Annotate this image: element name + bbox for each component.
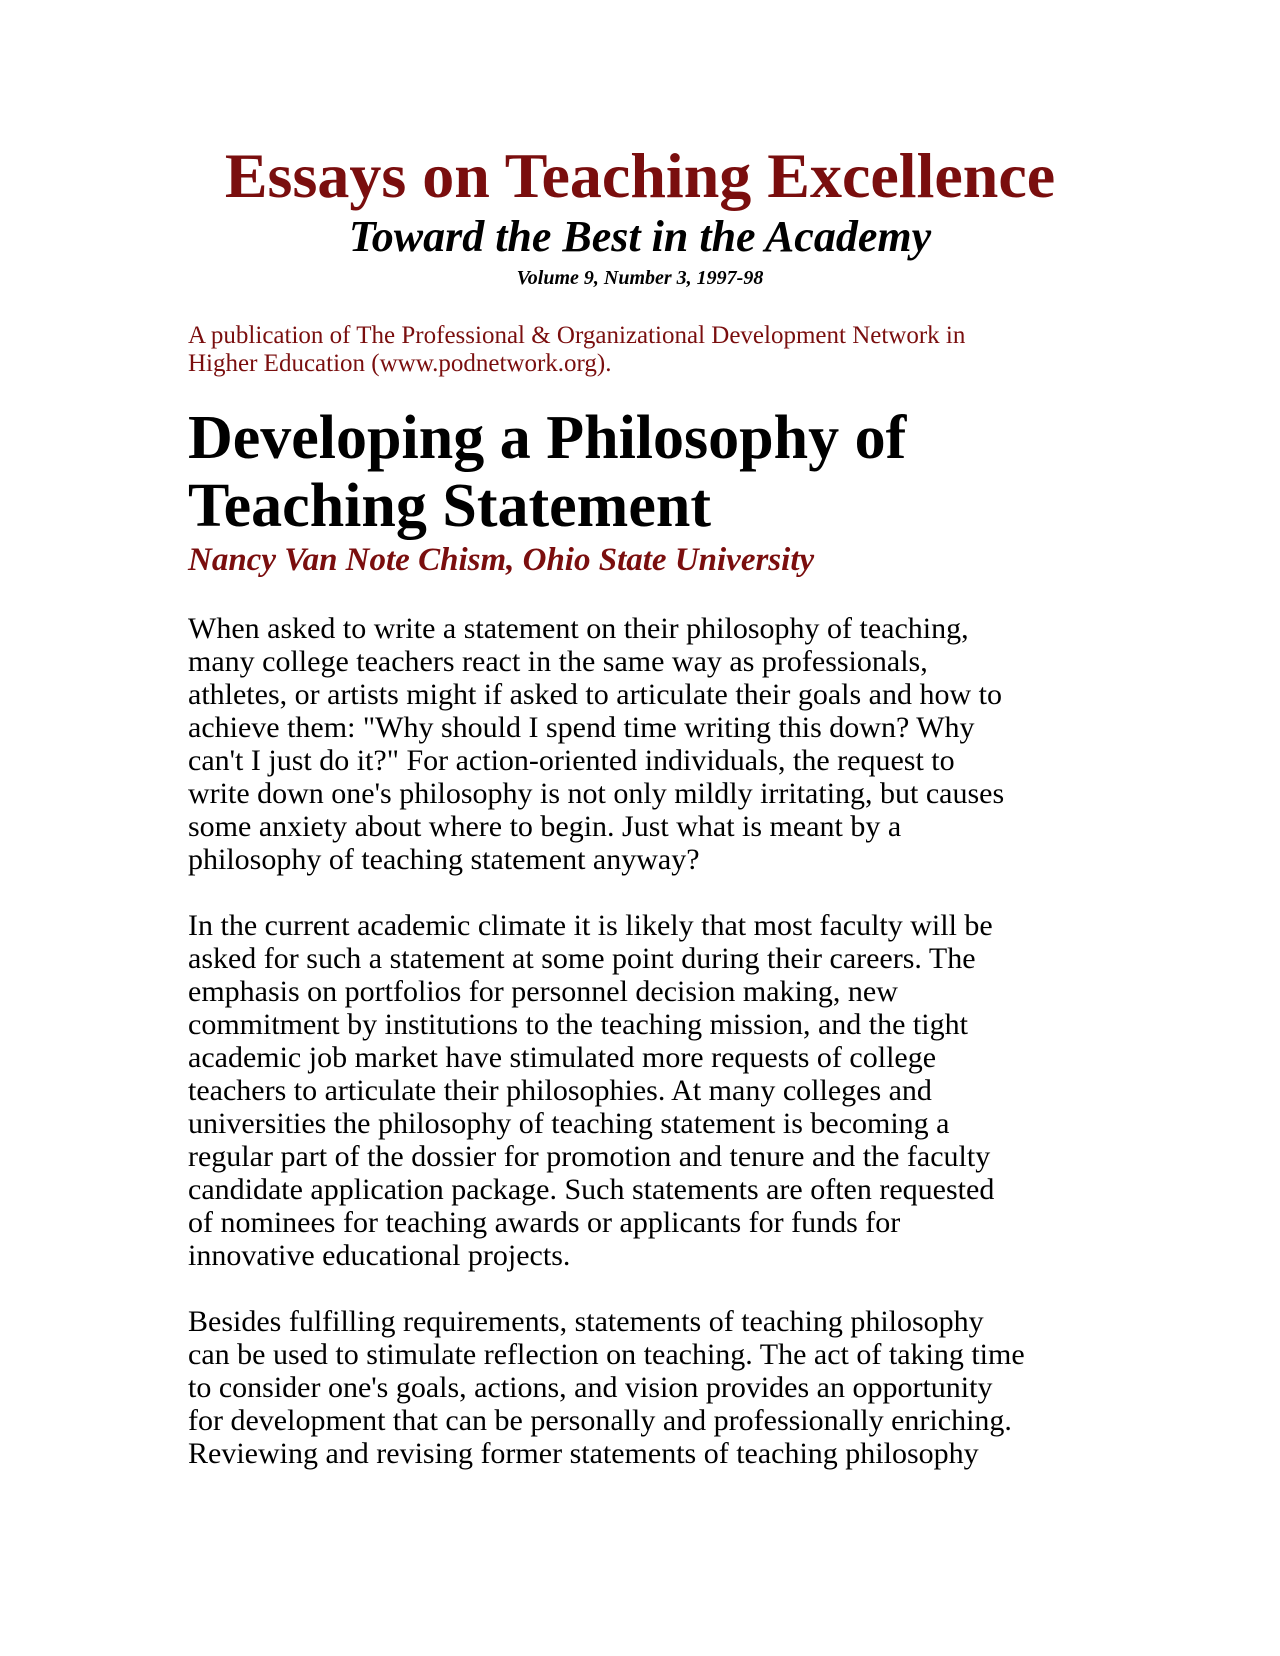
text-line: write down one's philosophy is not only mildly irritating, but causes [188,777,1005,810]
text-line: for development that can be personally and professionally enriching. [188,1404,1012,1437]
volume-info: Volume 9, Number 3, 1997-98 [516,267,764,289]
series-title: Essays on Teaching Excellence [224,140,1056,211]
text-line: When asked to write a statement on their philosophy of teaching, [188,612,969,645]
text-line: of nominees for teaching awards or applicants for funds for [188,1206,901,1239]
text-line: innovative educational projects. [188,1239,571,1272]
paragraph [188,1305,1088,1470]
text-line: many college teachers react in the same way as professionals, [188,645,928,678]
masthead [0,140,1280,292]
text-line: can be used to stimulate reflection on teaching. The act of taking time [188,1338,1025,1371]
series-subtitle: Toward the Best in the Academy [348,212,932,261]
text-line: to consider one's goals, actions, and vision provides an opportunity [188,1371,993,1404]
publication-note-line: Higher Education (www.podnetwork.org). [188,350,612,377]
text-line: In the current academic climate it is likely that most faculty will be [188,909,993,942]
text-line: universities the philosophy of teaching statement is becoming a [188,1107,950,1140]
article-title-line: Developing a Philosophy of [188,404,907,472]
text-line: candidate application package. Such statements are often requested [188,1173,995,1206]
article-title-line: Teaching Statement [188,472,711,540]
text-line: athletes, or artists might if asked to articulate their goals and how to [188,678,1002,711]
paragraph [188,612,1088,876]
text-line: emphasis on portfolios for personnel decision making, new [188,975,898,1008]
text-line: commitment by institutions to the teaching mission, and the tight [188,1008,968,1041]
text-line: teachers to articulate their philosophies. At many colleges and [188,1074,932,1107]
text-line: Besides fulfilling requirements, statements of teaching philosophy [188,1305,984,1338]
text-line: can't I just do it?" For action-oriented individuals, the request to [188,744,955,777]
publication-note [188,322,1088,378]
article-body [188,612,1088,1503]
text-line: academic job market have stimulated more requests of college [188,1041,937,1074]
text-line: philosophy of teaching statement anyway? [188,843,700,876]
text-line: Reviewing and revising former statements of teaching philosophy [188,1437,979,1470]
text-line: achieve them: "Why should I spend time writing this down? Why [188,711,975,744]
author-byline: Nancy Van Note Chism, Ohio State University [188,542,815,578]
text-line: asked for such a statement at some point during their careers. The [188,942,976,975]
text-line: regular part of the dossier for promotion and tenure and the faculty [188,1140,991,1173]
paragraph [188,909,1088,1272]
article-title [188,404,1188,540]
text-line: some anxiety about where to begin. Just what is meant by a [188,810,902,843]
publication-note-line: A publication of The Professional & Organizational Development Network in [188,322,966,349]
